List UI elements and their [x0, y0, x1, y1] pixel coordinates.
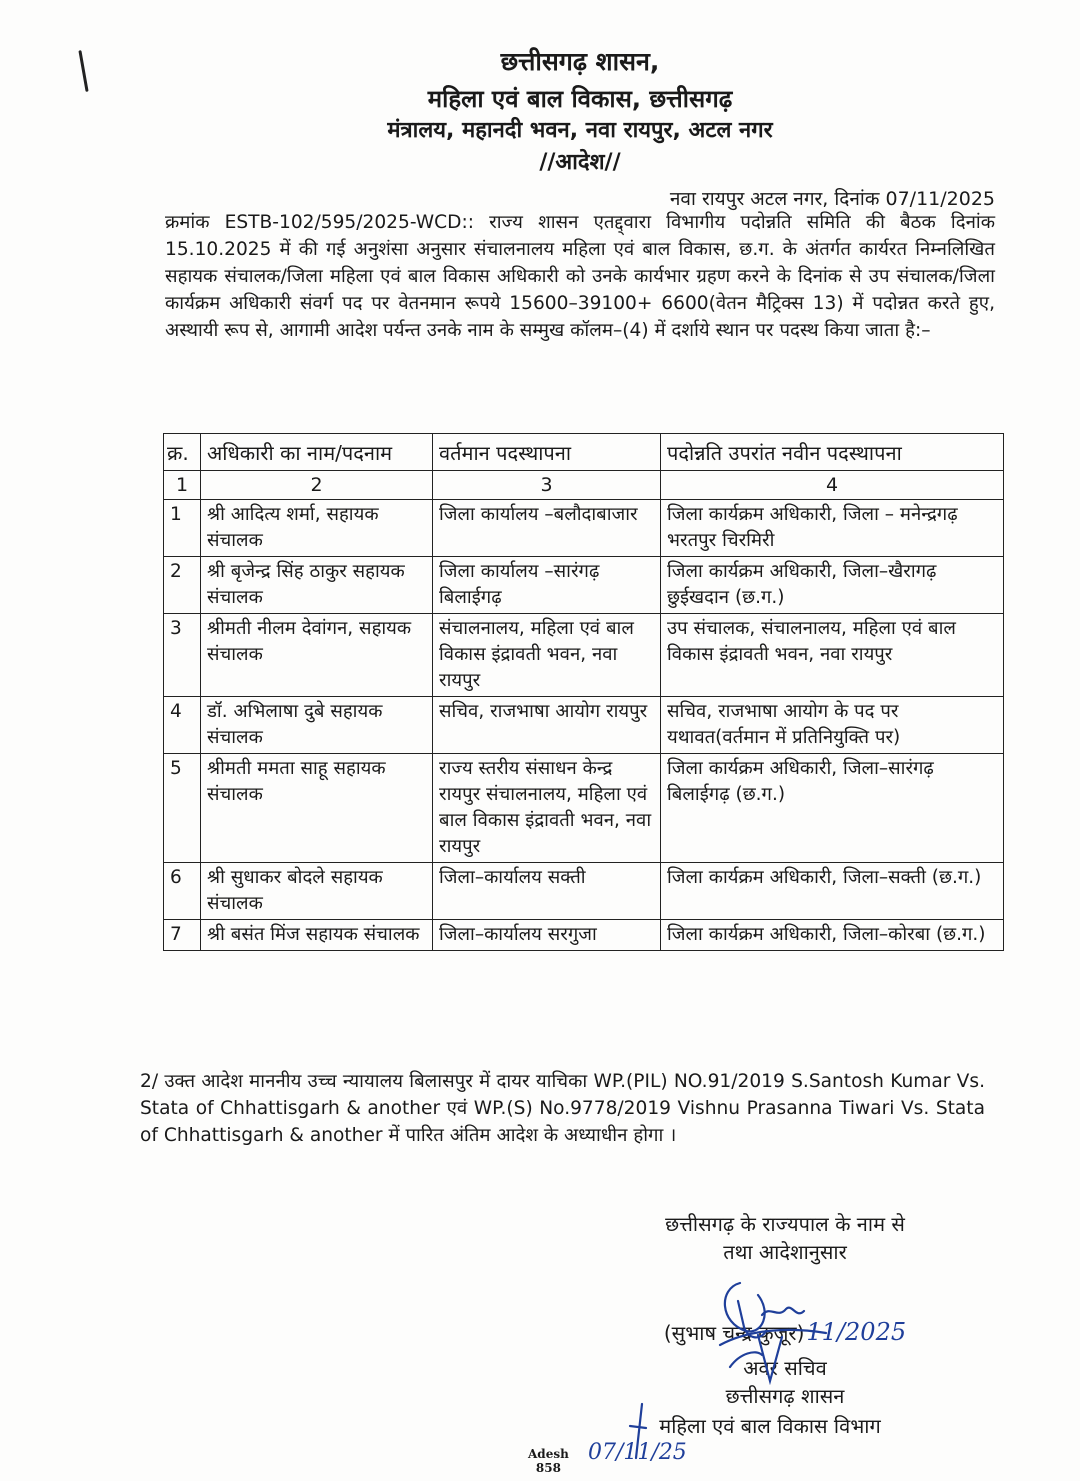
current-posting-cell: सचिव, राजभाषा आयोग रायपुर [433, 697, 661, 754]
officer-cell: श्रीमती नीलम देवांगन, सहायक संचालक [201, 614, 433, 697]
table-row [164, 754, 1004, 863]
header-officer-name: अधिकारी का नाम/पदनाम [201, 434, 433, 471]
new-posting-cell: जिला कार्यक्रम अधिकारी, जिला–खैरागढ़ छुईखदान (छ.ग.) [661, 557, 1004, 614]
signatory-department: महिला एवं बाल विकास विभाग [659, 1414, 881, 1438]
signatory-name-text: (सुभाष चन्द्र कुजूर) [663, 1321, 805, 1345]
header-serial: क्र. [164, 434, 201, 471]
handwritten-sign-date: 11/2025 [806, 1318, 907, 1346]
officer-cell: श्री आदित्य शर्मा, सहायक संचालक [201, 500, 433, 557]
handwritten-stamp-date: 07/11/25 [588, 1440, 687, 1465]
new-posting-cell: जिला कार्यक्रम अधिकारी, जिला–कोरबा (छ.ग.) [661, 920, 1004, 951]
serial-cell: 4 [164, 697, 201, 754]
serial-cell: 7 [164, 920, 201, 951]
column-number-row [164, 471, 1004, 500]
adesh-stamp [528, 1447, 569, 1475]
promotion-table [163, 433, 1004, 951]
signatory-name [600, 1318, 970, 1346]
order-paragraph-2: 2/ उक्त आदेश माननीय उच्च न्यायालय बिलासपुर में दायर याचिका WP.(PIL) NO.91/2019 S.Santosh Kumar Vs. Stata of Chhattisgarh & another एवं WP.(S) No.9778/2019 Vishnu Prasanna Tiwari Vs. Stata of Chhattisgarh & another में पारित अंतिम आदेश के अध्याधीन होगा । [140, 1071, 985, 1146]
new-posting-cell: जिला कार्यक्रम अधिकारी, जिला–सारंगढ़ बिलाईगढ़ (छ.ग.) [661, 754, 1004, 863]
new-posting-cell: जिला कार्यक्रम अधिकारी, जिला – मनेन्द्रगढ़ भरतपुर चिरमिरी [661, 500, 1004, 557]
order-title: //आदेश// [539, 150, 621, 175]
column-number: 3 [433, 471, 661, 500]
officer-cell: श्रीमती ममता साहू सहायक संचालक [201, 754, 433, 863]
signatory-government: छत्तीसगढ़ शासन [725, 1384, 845, 1408]
signature-order-line: तथा आदेशानुसार [723, 1240, 847, 1264]
column-number: 2 [201, 471, 433, 500]
serial-cell: 2 [164, 557, 201, 614]
signature-authority-line: छत्तीसगढ़ के राज्यपाल के नाम से [665, 1212, 905, 1236]
govt-heading: छत्तीसगढ़ शासन, [500, 47, 660, 76]
table-row [164, 697, 1004, 754]
officer-cell: श्री सुधाकर बोदले सहायक संचालक [201, 863, 433, 920]
serial-cell: 6 [164, 863, 201, 920]
order-paragraph-1: क्रमांक ESTB-102/595/2025-WCD:: राज्य शासन एतद्द्वारा विभागीय पदोन्नति समिति की बैठक दिनांक 15.10.2025 में की गई अनुशंसा अनुसार संचालनालय महिला एवं बाल विकास, छ.ग. के अंतर्गत कार्यरत निम्नलिखित सहायक संचालक/जिला महिला एवं बाल विकास अधिकारी को उनके कार्यभार ग्रहण करने के दिनांक से उप संचालक/जिला कार्यक्रम अधिकारी संवर्ग पद पर वेतनमान रूपये 15600–39100+ 6600(वेतन मैट्रिक्स 13) में पदोन्नत करते हुए, अस्थायी रूप से, आगामी आदेश पर्यन्त उनके नाम के सम्मुख कॉलम–(4) में दर्शाये स्थान पर पदस्थ किया जाता है:– [165, 212, 995, 341]
header-new-posting: पदोन्नति उपरांत नवीन पदस्थापना [661, 434, 1004, 471]
new-posting-cell: जिला कार्यक्रम अधिकारी, जिला–सक्ती (छ.ग.) [661, 863, 1004, 920]
current-posting-cell: जिला कार्यालय –बलौदाबाजार [433, 500, 661, 557]
table-row [164, 500, 1004, 557]
table-row [164, 557, 1004, 614]
adesh-label: Adesh [528, 1447, 569, 1461]
current-posting-cell: जिला कार्यालय –सारंगढ़ बिलाईगढ़ [433, 557, 661, 614]
department-heading: महिला एवं बाल विकास, छत्तीसगढ़ [427, 85, 733, 113]
header-current-posting: वर्तमान पदस्थापना [433, 434, 661, 471]
new-posting-cell: सचिव, राजभाषा आयोग के पद पर यथावत(वर्तमान में प्रतिनियुक्ति पर) [661, 697, 1004, 754]
current-posting-cell: जिला–कार्यालय सरगुजा [433, 920, 661, 951]
current-posting-cell: राज्य स्तरीय संसाधन केन्द्र रायपुर संचालनालय, महिला एवं बाल विकास इंद्रावती भवन, नवा रायपुर [433, 754, 661, 863]
new-posting-cell: उप संचालक, संचालनालय, महिला एवं बाल विकास इंद्रावती भवन, नवा रायपुर [661, 614, 1004, 697]
officer-cell: श्री बसंत मिंज सहायक संचालक [201, 920, 433, 951]
serial-cell: 5 [164, 754, 201, 863]
signatory-designation: अवर सचिव [743, 1356, 827, 1380]
address-heading: मंत्रालय, महानदी भवन, नवा रायपुर, अटल नगर [387, 118, 773, 143]
adesh-number: 858 [535, 1461, 561, 1475]
current-posting-cell: जिला–कार्यालय सक्ती [433, 863, 661, 920]
table-header-row [164, 434, 1004, 471]
serial-cell: 1 [164, 500, 201, 557]
officer-cell: श्री बृजेन्द्र सिंह ठाकुर सहायक संचालक [201, 557, 433, 614]
officer-cell: डॉ. अभिलाषा दुबे सहायक संचालक [201, 697, 433, 754]
table-row [164, 863, 1004, 920]
place-date-line: नवा रायपुर अटल नगर, दिनांक 07/11/2025 [669, 188, 995, 210]
serial-cell: 3 [164, 614, 201, 697]
table-row [164, 614, 1004, 697]
table-row [164, 920, 1004, 951]
column-number: 4 [661, 471, 1004, 500]
current-posting-cell: संचालनालय, महिला एवं बाल विकास इंद्रावती भवन, नवा रायपुर [433, 614, 661, 697]
column-number: 1 [164, 471, 201, 500]
